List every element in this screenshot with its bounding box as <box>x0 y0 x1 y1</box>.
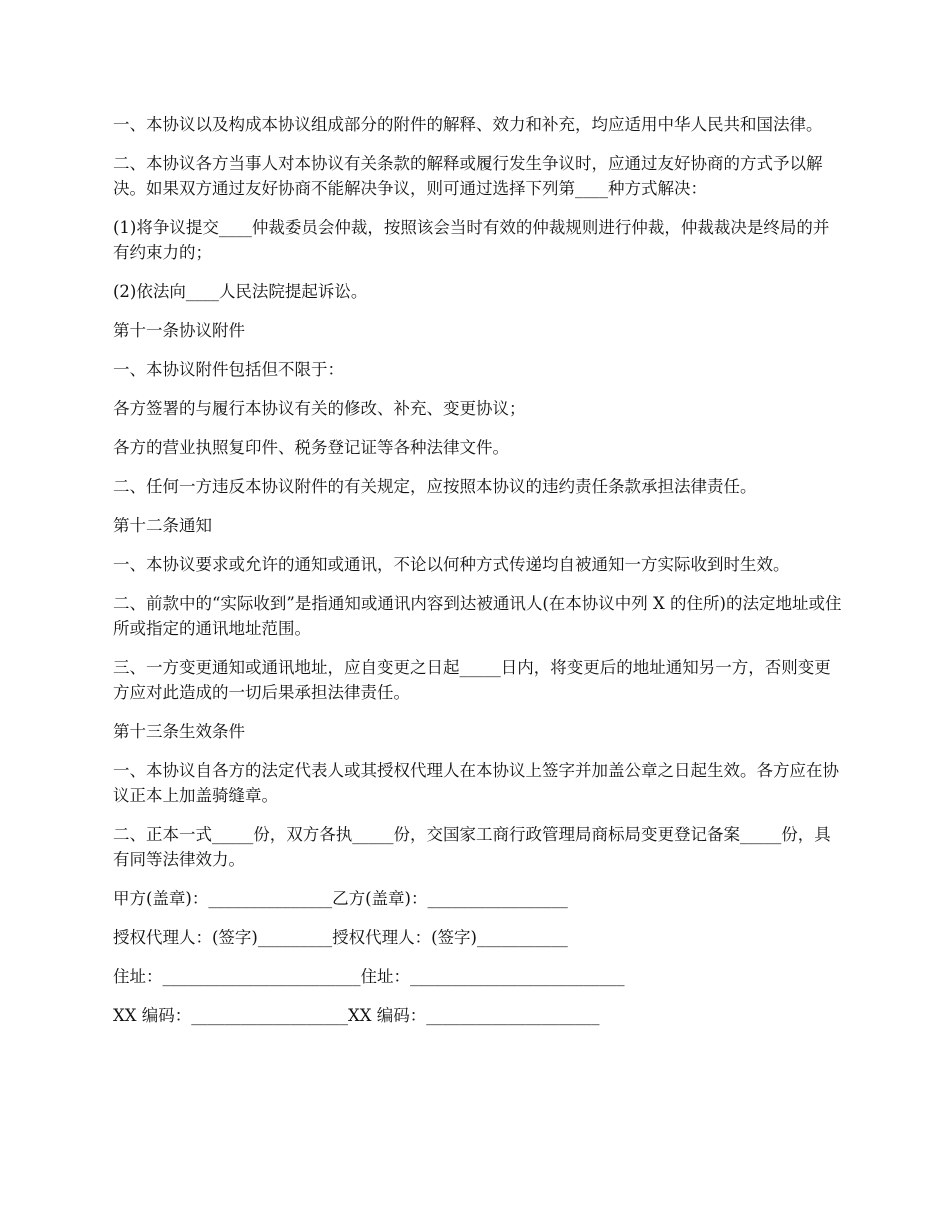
code-line: XX 编码：___________________XX 编码：_____________________ <box>113 1006 600 1025</box>
notice-effective-clause: 一、本协议要求或允许的通知或通讯，不论以何种方式传递均自被通知一方实际收到时生效。 <box>113 555 790 574</box>
effectiveness-clause: 一、本协议自各方的法定代表人或其授权代理人在本协议上签字并加盖公章之日起生效。各方应在协议正本上加盖骑缝章。 <box>113 761 839 805</box>
annex-item-licenses: 各方的营业执照复印件、税务登记证等各种法律文件。 <box>113 438 509 457</box>
address-change-clause: 三、一方变更通知或通讯地址，应自变更之日起_____日内，将变更后的地址通知另一方，否则变更方应对此造成的一切后果承担法律责任。 <box>113 658 831 702</box>
authorized-agent-line: 授权代理人：(签字)_________授权代理人：(签字)___________ <box>113 928 568 947</box>
law-applicable-clause: 一、本协议以及构成本协议组成部分的附件的解释、效力和补充，均应适用中华人民共和国法律。 <box>113 115 823 134</box>
article-11-heading: 第十一条协议附件 <box>113 321 245 340</box>
article-13-heading: 第十三条生效条件 <box>113 722 245 741</box>
copies-clause: 二、正本一式_____份，双方各执_____份，交国家工商行政管理局商标局变更登记备案_____份，具有同等法律效力。 <box>113 825 831 869</box>
litigation-option: (2)依法向____人民法院提起诉讼。 <box>113 282 368 301</box>
actual-receipt-definition: 二、前款中的“实际收到”是指通知或通讯内容到达被通讯人(在本协议中列 X 的住所)的法定地址或住所或指定的通讯地址范围。 <box>113 594 842 638</box>
party-seal-line: 甲方(盖章)：_______________乙方(盖章)：_________________ <box>113 889 568 908</box>
annex-scope-clause: 一、本协议附件包括但不限于： <box>113 360 344 379</box>
article-12-heading: 第十二条通知 <box>113 516 212 535</box>
document-body <box>113 112 843 1042</box>
address-line: 住址：________________________住址：__________________________ <box>113 967 625 986</box>
dispute-resolution-clause: 二、本协议各方当事人对本协议有关条款的解释或履行发生争议时，应通过友好协商的方式予以解决。如果双方通过友好协商不能解决争议，则可通过选择下列第____种方式解决： <box>113 154 823 198</box>
annex-item-amendments: 各方签署的与履行本协议有关的修改、补充、变更协议； <box>113 399 526 418</box>
arbitration-option: (1)将争议提交____仲裁委员会仲裁，按照该会当时有效的仲裁规则进行仲裁，仲裁裁决是终局的并有约束力的； <box>113 218 830 262</box>
annex-breach-clause: 二、任何一方违反本协议附件的有关规定，应按照本协议的违约责任条款承担法律责任。 <box>113 477 757 496</box>
